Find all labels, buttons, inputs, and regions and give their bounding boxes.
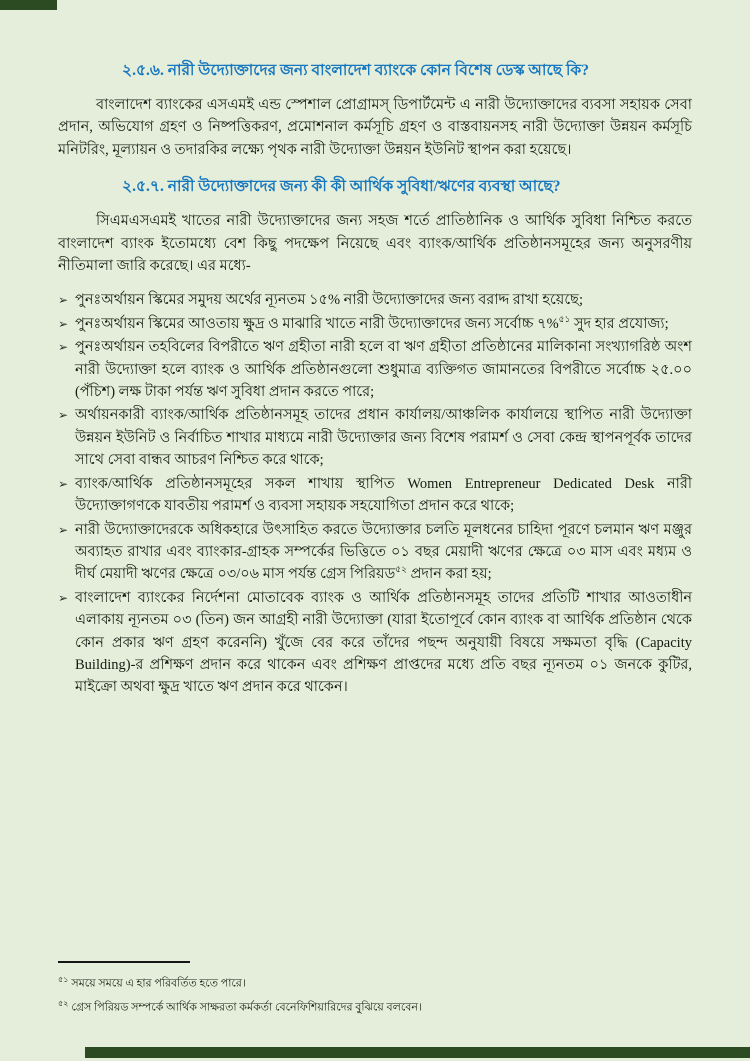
benefits-bullet-list	[58, 289, 692, 698]
bullet-text	[75, 473, 692, 518]
footnote-marker: ৫১	[58, 975, 69, 984]
bullet-text	[75, 289, 692, 311]
section-2-5-6-paragraph: বাংলাদেশ ব্যাংকের এসএমই এন্ড স্পেশাল প্রোগ্রামস্ ডিপার্টমেন্ট এ নারী উদ্যোক্তাদের ব্যবসা সহায়ক সেবা প্রদান, অভিযোগ গ্রহণ ও নিষ্পত্তিকরণ, প্রমোশনাল কর্মসূচি গ্রহণ ও বাস্তবায়নসহ নারী উদ্যোক্তা উন্নয়ন কর্মসূচি মনিটরিং, মূল্যায়ন ও তদারকির লক্ষ্যে পৃথক নারী উদ্যোক্তা উন্নয়ন ইউনিট স্থাপন করা হয়েছে।	[58, 97, 692, 158]
bullet-item-1	[58, 289, 692, 311]
footnote-text: সময়ে সময়ে এ হার পরিবর্তিত হতে পারে।	[71, 977, 246, 990]
footnote-text: গ্রেস পিরিয়ড সম্পর্কে আর্থিক সাক্ষরতা কর্মকর্তা বেনেফিশিয়ারিদের বুঝিয়ে বলবেন।	[71, 1001, 422, 1014]
bullet-text-main: বাংলাদেশ ব্যাংকের নির্দেশনা মোতাবেক ব্যাংক ও আর্থিক প্রতিষ্ঠানসমূহ তাদের প্রতিটি শাখার আওতাধীন এলাকায় ন্যূনতম ০৩ (তিন) জন আগ্রহী নারী উদ্যোক্তা (যারা ইতোপূর্বে কোন ব্যাংক বা আর্থিক প্রতিষ্ঠান থেকে কোন প্রকার ঋণ গ্রহণ করেননি) খুঁজে বের করে তাঁদের পছন্দ অনুযায়ী বিষয়ে সক্ষমতা বৃদ্ধি (Capacity Building)-র প্রশিক্ষণ প্রদান করে থাকেন এবং প্রশিক্ষণ প্রাপ্তদের মধ্যে প্রতি বছর ন্যূনতম ০১ জনকে কুটির, মাইক্রো অথবা ক্ষুদ্র খাতে ঋণ প্রদান করে থাকেন।	[75, 589, 692, 696]
bullet-text-main: ব্যাংক/আর্থিক প্রতিষ্ঠানসমূহের সকল শাখায় স্থাপিত Women Entrepreneur Dedicated Desk নারী উদ্যোক্তাগণকে যাবতীয় পরামর্শ ও ব্যবসা সহায়ক সহযোগিতা প্রদান করে থাকে;	[75, 475, 692, 515]
section-heading-2-5-6: ২.৫.৬. নারী উদ্যোক্তাদের জন্য বাংলাদেশ ব্যাংকে কোন বিশেষ ডেস্ক আছে কি?	[122, 62, 590, 79]
section-heading-2-5-7: ২.৫.৭. নারী উদ্যোক্তাদের জন্য কী কী আর্থিক সুবিধা/ঋণের ব্যবস্থা আছে?	[122, 178, 561, 196]
bullet-text	[75, 519, 692, 586]
bullet-arrow-icon: ➢	[58, 476, 69, 491]
bullet-arrow-icon: ➢	[58, 293, 69, 308]
bullet-arrow-icon: ➢	[58, 340, 69, 355]
section-2-5-7-paragraph: সিএমএসএমই খাতের নারী উদ্যোক্তাদের জন্য সহজ শর্তে প্রাতিষ্ঠানিক ও আর্থিক সুবিধা নিশ্চিত করতে বাংলাদেশ ব্যাংক ইতোমধ্যে বেশ কিছু পদক্ষেপ নিয়েছে এবং ব্যাংক/আর্থিক প্রতিষ্ঠানসমূহের জন্য অনুসরণীয় নীতিমালা জারি করেছে। এর মধ্যে-	[58, 213, 692, 275]
bottom-border-bar	[85, 1047, 750, 1058]
document-body	[58, 60, 692, 700]
footnote-ref-51: ৫১	[558, 314, 571, 325]
footnote-marker: ৫২	[58, 998, 69, 1008]
bullet-text-main: নারী উদ্যোক্তাদেরকে অধিকহারে উৎসাহিত করতে উদ্যোক্তার চলতি মূলধনের চাহিদা পূরণে চলমান ঋণ মঞ্জুর অব্যাহত রাখার এবং ব্যাংকার-গ্রাহক সম্পর্কের ভিত্তিতে ০১ বছর মেয়াদী ঋণের ক্ষেত্রে ০৩ মাস এবং মধ্যম ও দীর্ঘ মেয়াদী ঋণের ক্ষেত্রে ০৩/০৬ মাস পর্যন্ত গ্রেস পিরিয়ড	[75, 521, 692, 583]
bullet-text	[75, 404, 692, 471]
bullet-text-tail: সুদ হার প্রযোজ্য;	[570, 315, 669, 332]
bullet-text	[75, 336, 692, 403]
bullet-text-main: পুনঃঅর্থায়ন তহবিলের বিপরীতে ঋণ গ্রহীতা নারী হলে বা ঋণ গ্রহীতা প্রতিষ্ঠানের মালিকানা সংখ্যাগরিষ্ঠ অংশ নারী উদ্যোক্তা হলে ব্যাংক ও আর্থিক প্রতিষ্ঠানগুলো শুধুমাত্র ব্যক্তিগত জামানতের বিপরীতে সর্বোচ্চ ২৫.০০ (পঁচিশ) লক্ষ টাকা পর্যন্ত ঋণ সুবিধা প্রদান করতে পারে;	[75, 339, 692, 401]
bullet-arrow-icon: ➢	[58, 316, 69, 331]
top-left-border-bar	[0, 0, 57, 10]
footnote-ref-52: ৫২	[395, 564, 407, 575]
footnote-separator	[58, 961, 190, 963]
bullet-text-tail: প্রদান করা হয়;	[406, 566, 492, 583]
bullet-item-2	[58, 313, 692, 335]
bullet-text-main: পুনঃঅর্থায়ন স্কিমের সমুদয় অর্থের ন্যূনতম ১৫% নারী উদ্যোক্তাদের জন্য বরাদ্দ রাখা হয়েছে;	[75, 292, 583, 309]
bullet-item-4	[58, 404, 692, 471]
bullet-item-3	[58, 336, 692, 403]
footnotes-block	[58, 961, 698, 1017]
bullet-arrow-icon: ➢	[58, 522, 69, 537]
bullet-item-7	[58, 587, 692, 699]
bullet-text	[75, 587, 692, 699]
bullet-item-6	[58, 519, 692, 586]
bullet-arrow-icon: ➢	[58, 408, 69, 423]
bullet-text-main: অর্থায়নকারী ব্যাংক/আর্থিক প্রতিষ্ঠানসমূহ তাদের প্রধান কার্যালয়/আঞ্চলিক কার্যালয়ে স্থাপিত নারী উদ্যোক্তা উন্নয়ন ইউনিট ও নির্বাচিত শাখার মাধ্যমে নারী উদ্যোক্তার জন্য বিশেষ পরামর্শ ও সেবা কেন্দ্র স্থাপনপূর্বক তাদের সাথে সেবা বান্ধব আচরণ নিশ্চিত করে থাকে;	[75, 407, 692, 469]
bullet-text	[75, 313, 692, 335]
footnote-item-51	[58, 970, 698, 994]
bullet-text-main: পুনঃঅর্থায়ন স্কিমের আওতায় ক্ষুদ্র ও মাঝারি খাতে নারী উদ্যোক্তাদের জন্য সর্বোচ্চ ৭%	[75, 315, 559, 332]
bullet-item-5	[58, 473, 692, 518]
bullet-arrow-icon: ➢	[58, 590, 69, 605]
footnote-item-52	[58, 994, 698, 1018]
